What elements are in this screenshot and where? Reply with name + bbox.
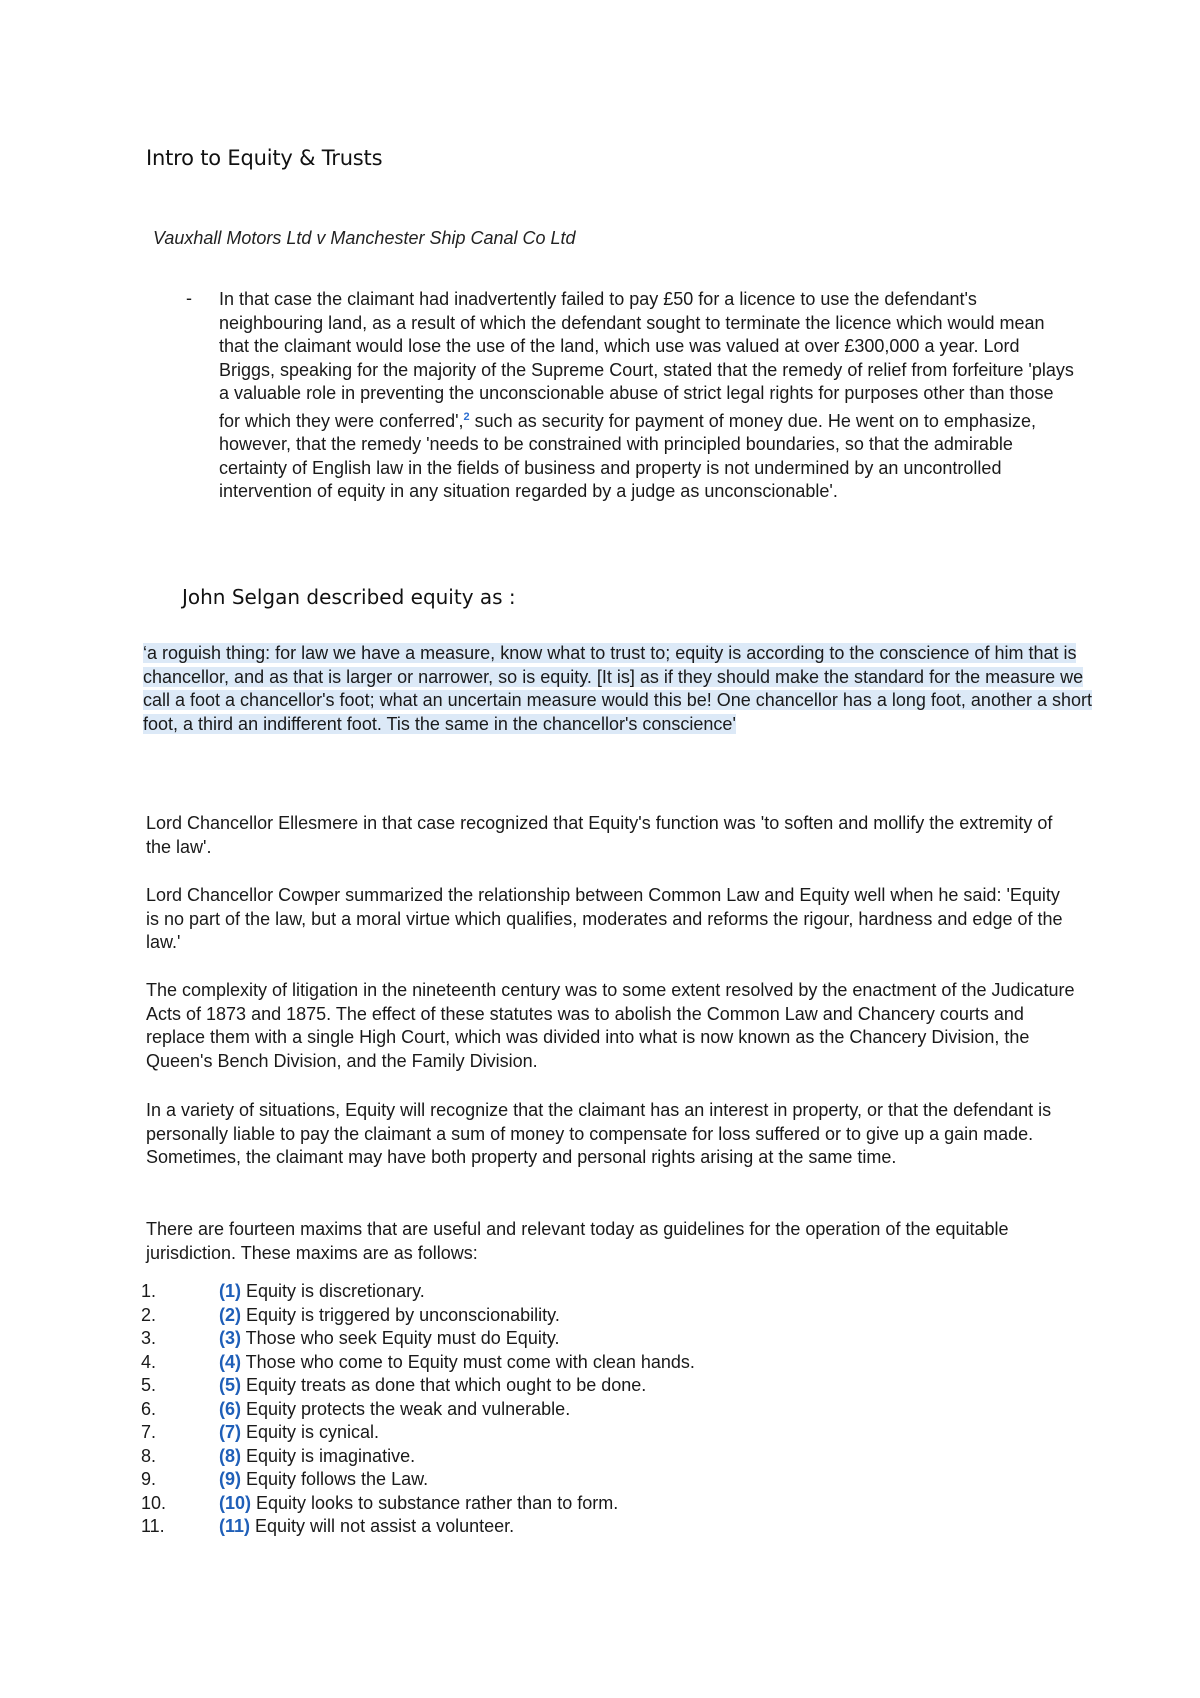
bullet-dash: -: [186, 288, 192, 308]
paragraph-judicature-acts: The complexity of litigation in the nineteenth century was to some extent resolved by the enactment of the Judicature Acts of 1873 and 1875. The effect of these statutes was to abolish the Common Law and Chancery courts and replace them with a single High Court, which was divided into what is now known as the Chancery Division, the Queen's Bench Division, and the Family Division.: [146, 980, 1075, 1071]
paragraph-maxims-intro: There are fourteen maxims that are useful and relevant today as guidelines for the operation of the equitable jurisdiction. These maxims are as follows:: [146, 1219, 1009, 1263]
paragraph-rights: In a variety of situations, Equity will recognize that the claimant has an interest in property, or that the defendant is personally liable to pay the claimant a sum of money to compensate for loss suffered or to give up a gain made. Sometimes, the claimant may have both property and personal rights arising at the same time.: [146, 1100, 1052, 1167]
maxim-tag: (11): [219, 1516, 251, 1536]
list-number: 2.: [141, 1304, 157, 1325]
maxim-text: Equity is discretionary.: [241, 1281, 425, 1301]
maxim-tag: (7): [219, 1422, 241, 1442]
maxim-text: Those who come to Equity must come with clean hands.: [241, 1351, 695, 1372]
list-number: 10.: [141, 1492, 167, 1513]
maxim-text: Equity follows the Law.: [241, 1469, 429, 1489]
maxim-tag: (1): [219, 1281, 241, 1301]
maxim-tag: (5): [219, 1375, 241, 1395]
list-number: 7.: [141, 1422, 157, 1442]
list-item: [141, 1374, 1041, 1398]
case-summary-bullet: [219, 288, 1079, 504]
document-title: Intro to Equity & Trusts: [146, 146, 383, 170]
maxim-tag: (6): [219, 1398, 241, 1419]
maxim-tag: (10): [219, 1492, 252, 1513]
selden-quote: [143, 642, 1093, 736]
maxim-tag: (4): [219, 1351, 241, 1372]
maxim-text: Equity is imaginative.: [241, 1445, 416, 1466]
list-number: 9.: [141, 1469, 157, 1489]
list-number: 1.: [141, 1281, 157, 1301]
list-item: [141, 1351, 1041, 1375]
case-summary-text: In that case the claimant had inadvertently failed to pay £50 for a licence to use the defendant's neighbouring land, as a result of which the defendant sought to terminate the licence which would mean that the claimant would lose the use of the land, which use was valued at over £300,000 a year. Lord Briggs, speaking for the majority of the Supreme Court, stated that the remedy of relief from forfeiture 'plays a valuable role in preventing the unconscionable abuse of strict legal rights for purposes other than those for which they were conferred',: [219, 289, 1074, 431]
maxim-text: Equity treats as done that which ought to be done.: [241, 1375, 647, 1395]
list-item: [141, 1468, 1041, 1492]
list-item: [141, 1492, 1041, 1516]
maxim-tag: (2): [219, 1304, 241, 1325]
maxim-text: Equity protects the weak and vulnerable.: [241, 1398, 571, 1419]
list-number: 5.: [141, 1375, 157, 1395]
highlighted-quote-text: ‘a roguish thing: for law we have a measure, know what to trust to; equity is according to the conscience of him that is chancellor, and as that is larger or narrower, so is equity. [It is] as if they should make the standard for the measure we call a foot a chancellor's foot; what an uncertain measure would this be! One chancellor has a long foot, another a short foot, a third an indifferent foot. Tis the same in the chancellor's conscience': [143, 643, 1092, 734]
maxim-text: Equity looks to substance rather than to form.: [251, 1492, 619, 1513]
case-summary-text-cont: such as security for payment of money due. He went on to emphasize, however, that the remedy 'needs to be constrained with principled boundaries, so that the admirable certainty of English law in the fields of business and property is not undermined by an uncontrolled intervention of equity in any situation regarded by a judge as unconscionable'.: [219, 410, 1036, 501]
list-number: 8.: [141, 1445, 157, 1466]
list-item: [141, 1280, 1041, 1304]
list-number: 6.: [141, 1398, 157, 1419]
list-number: 4.: [141, 1351, 157, 1372]
list-item: [141, 1445, 1041, 1469]
footnote-link[interactable]: 2: [463, 410, 470, 423]
list-number: 11.: [141, 1516, 165, 1536]
maxims-list: [141, 1280, 1041, 1539]
maxim-tag: (9): [219, 1469, 241, 1489]
maxim-text: Equity is triggered by unconscionability.: [241, 1304, 560, 1325]
list-item: [141, 1398, 1041, 1422]
list-item: [141, 1421, 1041, 1445]
paragraph-cowper: Lord Chancellor Cowper summarized the relationship between Common Law and Equity well when he said: 'Equity is no part of the law, but a moral virtue which qualifies, moderates and reforms the rigour, hardness and edge of the law.': [146, 885, 1063, 952]
maxim-text: Those who seek Equity must do Equity.: [241, 1328, 560, 1348]
maxim-text: Equity is cynical.: [241, 1422, 380, 1442]
list-item: [141, 1327, 1041, 1351]
list-number: 3.: [141, 1328, 157, 1348]
maxim-tag: (3): [219, 1328, 241, 1348]
maxim-tag: (8): [219, 1445, 241, 1466]
list-item: [141, 1304, 1041, 1328]
paragraph-ellesmere: Lord Chancellor Ellesmere in that case recognized that Equity's function was 'to soften and mollify the extremity of the law'.: [146, 813, 1053, 857]
list-item: [141, 1515, 1041, 1539]
case-name: Vauxhall Motors Ltd v Manchester Ship Canal Co Ltd: [153, 228, 576, 248]
maxim-text: Equity will not assist a volunteer.: [250, 1516, 515, 1536]
selden-heading: John Selgan described equity as :: [182, 585, 516, 609]
